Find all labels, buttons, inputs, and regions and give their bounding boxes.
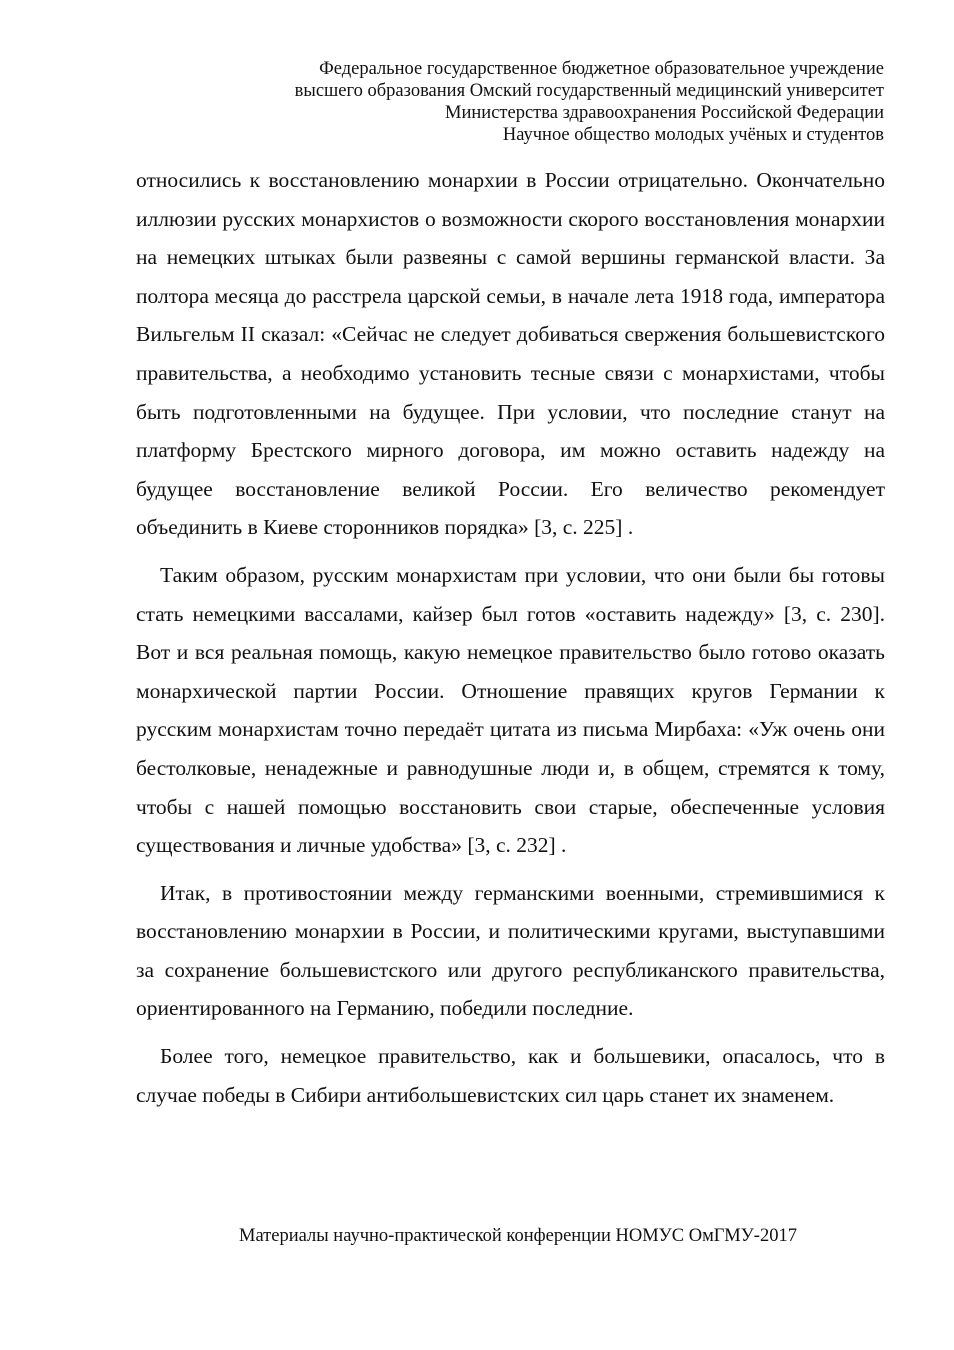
paragraph-4: Более того, немецкое правительство, как и большевики, опасалось, что в случае победы в Сибири антибольшевистских сил царь станет их знаменем. xyxy=(136,1044,885,1107)
page-header xyxy=(184,58,884,146)
header-line-institution: Федеральное государственное бюджетное образовательное учреждение xyxy=(319,59,884,79)
paragraph-2: Таким образом, русским монархистам при условии, что они были бы готовы стать немецкими вассалами, кайзер был готов «оставить надежду» [3, с. 230]. Вот и вся реальная помощь, какую немецкое правительство было готово оказать монархической партии России. Отношение правящих кругов Германии к русским монархистам точно передаёт цитата из письма Мирбаха: «Уж очень они бестолковые, ненадежные и равнодушные люди и, в общем, стремятся к тому, чтобы с нашей помощью восстановить свои старые, обеспеченные условия существования и личные удобства» [3, с. 232] . xyxy=(136,562,885,858)
header-line-society: Научное общество молодых учёных и студентов xyxy=(502,125,884,145)
body-text xyxy=(136,161,885,1114)
header-line-university: высшего образования Омский государственный медицинский университет xyxy=(294,81,884,101)
paragraph-3: Итак, в противостоянии между германскими военными, стремившимися к восстановлению монархии в России, и политическими кругами, выступавшими за сохранение большевистского или другого республиканского правительства, ориентированного на Германию, победили последние. xyxy=(136,880,885,1021)
header-line-ministry: Министерства здравоохранения Российской Федерации xyxy=(445,103,884,123)
paragraph-1: относились к восстановлению монархии в России отрицательно. Окончательно иллюзии русских монархистов о возможности скорого восстановления монархии на немецких штыках были развеяны с самой вершины германской власти. За полтора месяца до расстрела царской семьи, в начале лета 1918 года, императора Вильгельм II сказал: «Сейчас не следует добиваться свержения большевистского правительства, а необходимо установить тесные связи с монархистами, чтобы быть подготовленными на будущее. При условии, что последние станут на платформу Брестского мирного договора, им можно оставить надежду на будущее восстановление великой России. Его величество рекомендует объединить в Киеве сторонников порядка» [3, с. 225] . xyxy=(136,168,885,540)
page-footer: Материалы научно-практической конференции НОМУС ОмГМУ-2017 xyxy=(239,1226,797,1246)
